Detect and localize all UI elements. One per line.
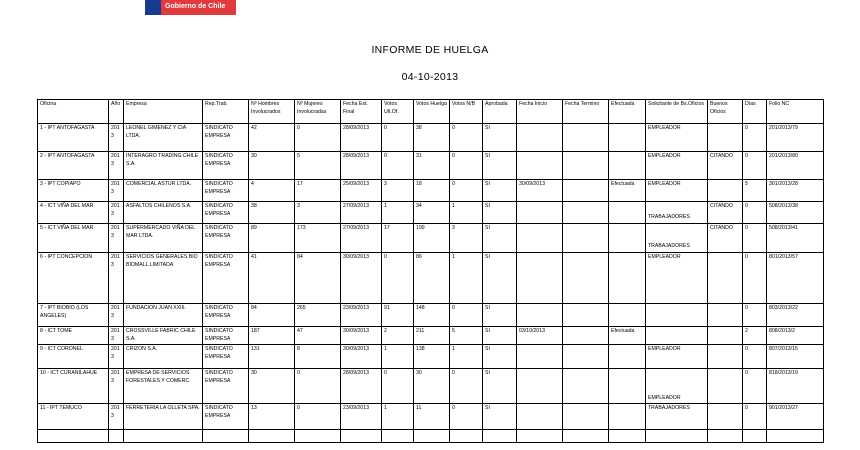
table-cell: 0 [743,345,767,369]
table-row [38,369,824,404]
table-cell: 0 [382,369,414,404]
table-cell [483,430,517,443]
table-cell: 89 [249,224,295,253]
table-cell [563,304,609,327]
table-cell: FERRETERIA LA OLLETA SPA. [124,404,203,430]
table-cell [517,253,563,304]
table-cell [708,327,743,345]
table-cell: 131 [249,345,295,369]
table-cell: 807/2013/15 [767,345,824,369]
table-cell: 3 [295,202,341,224]
table-cell [609,404,646,430]
table-cell: 84 [249,304,295,327]
column-header: Votos N/B [450,100,483,124]
table-cell [563,180,609,202]
table-cell: SI [483,202,517,224]
table-cell: SINDICATO EMPRESA [203,253,249,304]
table-cell [563,327,609,345]
table-cell [609,202,646,224]
column-header: Nº Mujeres Involucradas [295,100,341,124]
table-cell: 7 - IPT BIOBIO (LOS ANGELES) [38,304,109,327]
table-cell [38,430,109,443]
column-header: Días [743,100,767,124]
table-cell: 1 [450,345,483,369]
table-cell [517,430,563,443]
table-cell [382,430,414,443]
table-cell: EMPLEADOR [646,180,708,202]
table-cell: 25/09/2013 [341,180,382,202]
table-cell: EMPLEADOR [646,152,708,180]
table-cell [563,369,609,404]
table-cell: ASFALTOS CHILENOS S.A. [124,202,203,224]
table-cell [249,430,295,443]
table-cell: SI [483,124,517,152]
table-cell [708,304,743,327]
table-cell: 0 [450,124,483,152]
table-cell: CITANDO [708,202,743,224]
table-cell: 1 [382,404,414,430]
table-cell: 201/2013/79 [767,124,824,152]
table-cell: 0 [295,404,341,430]
table-cell: 28/09/2013 [341,369,382,404]
table-cell: EMPRESA DE SERVICIOS FORESTALES Y COMERC. [124,369,203,404]
table-cell: SINDICATO EMPRESA [203,345,249,369]
table-cell: 10 - ICT CURANILAHUE [38,369,109,404]
table-cell: 808/2013/2 [767,327,824,345]
table-cell: 2013 [109,202,124,224]
table-cell [295,430,341,443]
table-cell: 0 [743,124,767,152]
logo-blue-stripe [145,0,161,15]
table-cell: 84 [295,253,341,304]
table-cell: EMPLEADOR [646,124,708,152]
column-header: Oficina [38,100,109,124]
table-cell: SI [483,304,517,327]
table-cell [646,327,708,345]
table-cell: 91 [382,304,414,327]
table-cell [708,430,743,443]
table-cell: LEONEL GIMENEZ Y CIA LTDA. [124,124,203,152]
table-row [38,180,824,202]
table-cell [563,430,609,443]
table-cell [743,430,767,443]
table-cell: 801/2013/57 [767,253,824,304]
table-cell: 0 [450,369,483,404]
table-cell: 30/09/2013 [517,180,563,202]
column-header: Votos Ult.Of. [382,100,414,124]
table-cell: 13 [249,404,295,430]
table-cell: 28/09/2013 [341,152,382,180]
table-cell [708,180,743,202]
table-cell: 17 [382,224,414,253]
table-cell: SI [483,404,517,430]
table-cell: 0 [743,404,767,430]
table-row [38,202,824,224]
table-cell: 2013 [109,224,124,253]
table-cell: 2013 [109,369,124,404]
table-cell: 0 [450,404,483,430]
table-cell: 5 [295,152,341,180]
column-header: Votos Huelga [414,100,450,124]
table-cell [517,369,563,404]
table-cell [109,430,124,443]
table-cell: 5 [450,327,483,345]
table-cell: 1 [450,202,483,224]
table-cell [517,224,563,253]
table-cell: FUNDACION JUAN XXIII. [124,304,203,327]
table-cell: 8 [295,345,341,369]
table-cell: 0 [743,369,767,404]
logo-text: Gobierno de Chile [165,3,226,10]
table-cell [646,430,708,443]
table-cell: 23/09/2013 [341,304,382,327]
column-header: Empresa [124,100,203,124]
table-cell: SINDICATO EMPRESA [203,304,249,327]
table-cell: 41 [249,253,295,304]
table-cell [609,430,646,443]
table-cell [517,124,563,152]
table-cell: 86 [414,253,450,304]
table-cell: 27/09/2013 [341,224,382,253]
table-cell: 1 [382,345,414,369]
column-header: Folio NC [767,100,824,124]
table-cell: 148 [414,304,450,327]
table-cell: 187 [249,327,295,345]
table-cell: SI [483,152,517,180]
table-cell: 0 [743,304,767,327]
column-header: Solicitante de Bs.Oficios [646,100,708,124]
table-cell: 818/2013/19 [767,369,824,404]
table-cell: 30 [249,369,295,404]
table-cell [646,304,708,327]
table-cell: TRABAJADORES [646,224,708,253]
table-cell: SINDICATO EMPRESA [203,224,249,253]
table-cell: EMPLEADOR [646,253,708,304]
table-cell: 0 [295,124,341,152]
table-cell: 4 - ICT VIÑA DEL MAR [38,202,109,224]
table-cell: 0 [382,152,414,180]
table-row [38,404,824,430]
table-cell: SI [483,327,517,345]
table-cell: 0 [450,180,483,202]
table-cell: 3 [450,224,483,253]
table-cell: INTERAGRO TRADING CHILE S.A. [124,152,203,180]
table-cell: 201/2013/80 [767,152,824,180]
table-cell [563,202,609,224]
table-cell [517,345,563,369]
table-cell: CROSSVILLE FABRIC CHILE S.A. [124,327,203,345]
table-cell: 199 [414,224,450,253]
table-cell: 0 [450,304,483,327]
table-cell: SINDICATO EMPRESA [203,327,249,345]
table-cell [450,430,483,443]
table-cell: 2013 [109,304,124,327]
table-cell: CITANDO [708,224,743,253]
table-cell: 5 [743,180,767,202]
column-header: Efectuada [609,100,646,124]
table-row [38,327,824,345]
table-cell: 38 [414,124,450,152]
table-cell: 9 - ICT CORONEL [38,345,109,369]
table-cell: 2013 [109,124,124,152]
table-cell: 0 [382,253,414,304]
table-cell [563,124,609,152]
table-cell: 2013 [109,404,124,430]
table-cell: Efectuada [609,327,646,345]
table-cell: SINDICATO EMPRESA [203,202,249,224]
column-header: Fecha Est. Final [341,100,382,124]
header-row [38,100,824,124]
table-cell: 31 [414,152,450,180]
table-cell: 265 [295,304,341,327]
report-title: INFORME DE HUELGA [371,44,489,56]
table-cell: 0 [382,124,414,152]
table-cell: 6 - IPT CONCEPCION [38,253,109,304]
gobierno-logo [145,0,236,15]
table-cell: 03/10/2013 [517,327,563,345]
table-cell: Efectuada [609,180,646,202]
table-cell: 30/09/2013 [341,327,382,345]
table-cell [708,404,743,430]
table-cell: TRABAJADORES [646,202,708,224]
table-cell: EMPLEADOR [646,369,708,404]
table-cell: 2013 [109,152,124,180]
table-cell [517,202,563,224]
table-cell: 30 [414,369,450,404]
table-cell: SI [483,253,517,304]
table-row [38,430,824,443]
table-cell: CRIZON S.A. [124,345,203,369]
table-cell [563,345,609,369]
table-row [38,224,824,253]
column-header: Fecha Inicio [517,100,563,124]
table-cell: 17 [295,180,341,202]
table-cell: SINDICATO EMPRESA [203,404,249,430]
column-header: Año [109,100,124,124]
table-cell: SINDICATO EMPRESA [203,180,249,202]
table-row [38,253,824,304]
table-cell: 0 [743,152,767,180]
table-cell: 211 [414,327,450,345]
table-cell: 28/09/2013 [341,124,382,152]
table-cell: 2 [382,327,414,345]
table-cell [517,304,563,327]
table-cell: 47 [295,327,341,345]
table-cell: 5 - ICT VIÑA DEL MAR [38,224,109,253]
table-cell: 0 [295,369,341,404]
table-cell: 0 [743,253,767,304]
table-row [38,304,824,327]
table-cell: SI [483,180,517,202]
table-cell: 508/2013/41 [767,224,824,253]
table-cell: 30 [249,152,295,180]
table-cell [609,124,646,152]
report-date: 04-10-2013 [401,71,459,83]
table-cell: 34 [414,202,450,224]
column-header: Buenos Oficios [708,100,743,124]
table-cell [414,430,450,443]
table-cell [517,152,563,180]
table-row [38,345,824,369]
table-cell [124,430,203,443]
table-cell: SI [483,369,517,404]
table-cell [563,224,609,253]
column-header: Rep.Trab. [203,100,249,124]
table-cell: 23/09/2013 [341,404,382,430]
table-cell: 42 [249,124,295,152]
table-cell: 3 [382,180,414,202]
table-cell: SINDICATO EMPRESA [203,124,249,152]
table-cell [609,152,646,180]
table-cell: 1 [382,202,414,224]
table-cell [563,152,609,180]
table-cell: 0 [743,224,767,253]
table-cell [341,430,382,443]
table-cell: 138 [414,345,450,369]
table-cell: 0 [743,202,767,224]
table-cell [708,124,743,152]
table-cell [708,345,743,369]
table-cell [767,430,824,443]
table-cell: COMERCIAL ASTUR LTDA. [124,180,203,202]
table-cell [609,304,646,327]
table-row [38,152,824,180]
strike-report-table [37,99,824,443]
table-cell: 301/2013/28 [767,180,824,202]
table-cell [708,253,743,304]
table-cell [203,430,249,443]
table-cell: 3 - IPT COPIAPO [38,180,109,202]
table-cell [609,253,646,304]
table-cell [563,253,609,304]
table-cell: EMPLEADOR [646,345,708,369]
table-cell: 30/09/2013 [341,345,382,369]
table-cell: 4 [249,180,295,202]
table-cell: 803/2013/22 [767,304,824,327]
table-cell: 173 [295,224,341,253]
table-cell: 2013 [109,180,124,202]
table-cell: SI [483,224,517,253]
table-cell: SINDICATO EMPRESA [203,152,249,180]
table-cell: 2013 [109,327,124,345]
table-cell: CITANDO [708,152,743,180]
table-cell: 1 - IPT ANTOFAGASTA [38,124,109,152]
table-cell [708,369,743,404]
table-cell: 38 [249,202,295,224]
table-cell: 0 [450,152,483,180]
table-cell: SUPERMERCADO VIÑA DEL MAR LTDA. [124,224,203,253]
table-cell: 11 [414,404,450,430]
table-cell: 18 [414,180,450,202]
table-cell: TRABAJADORES [646,404,708,430]
table-cell: 901/2013/27 [767,404,824,430]
column-header: Nº Hombres Involucrados [249,100,295,124]
table-cell [609,345,646,369]
table-cell [609,224,646,253]
table-cell: 2 - IPT ANTOFAGASTA [38,152,109,180]
table-cell: 30/09/2013 [341,253,382,304]
table-cell: 508/2013/38 [767,202,824,224]
table-cell: SI [483,345,517,369]
table-cell: 1 [450,253,483,304]
table-cell: 2013 [109,345,124,369]
table-cell [609,369,646,404]
table-cell: 8 - ICT TOME [38,327,109,345]
table-row [38,124,824,152]
table-cell [517,404,563,430]
table-cell [563,404,609,430]
table-cell: 27/09/2013 [341,202,382,224]
table-cell: 2 [743,327,767,345]
column-header: Aprobada [483,100,517,124]
table-cell: 2013 [109,253,124,304]
table-cell: SINDICATO EMPRESA [203,369,249,404]
column-header: Fecha Termino [563,100,609,124]
table-cell: 11 - IPT TEMUCO [38,404,109,430]
table-cell: SERVICIOS GENERALES BIO BIOMALL LIMITADA [124,253,203,304]
